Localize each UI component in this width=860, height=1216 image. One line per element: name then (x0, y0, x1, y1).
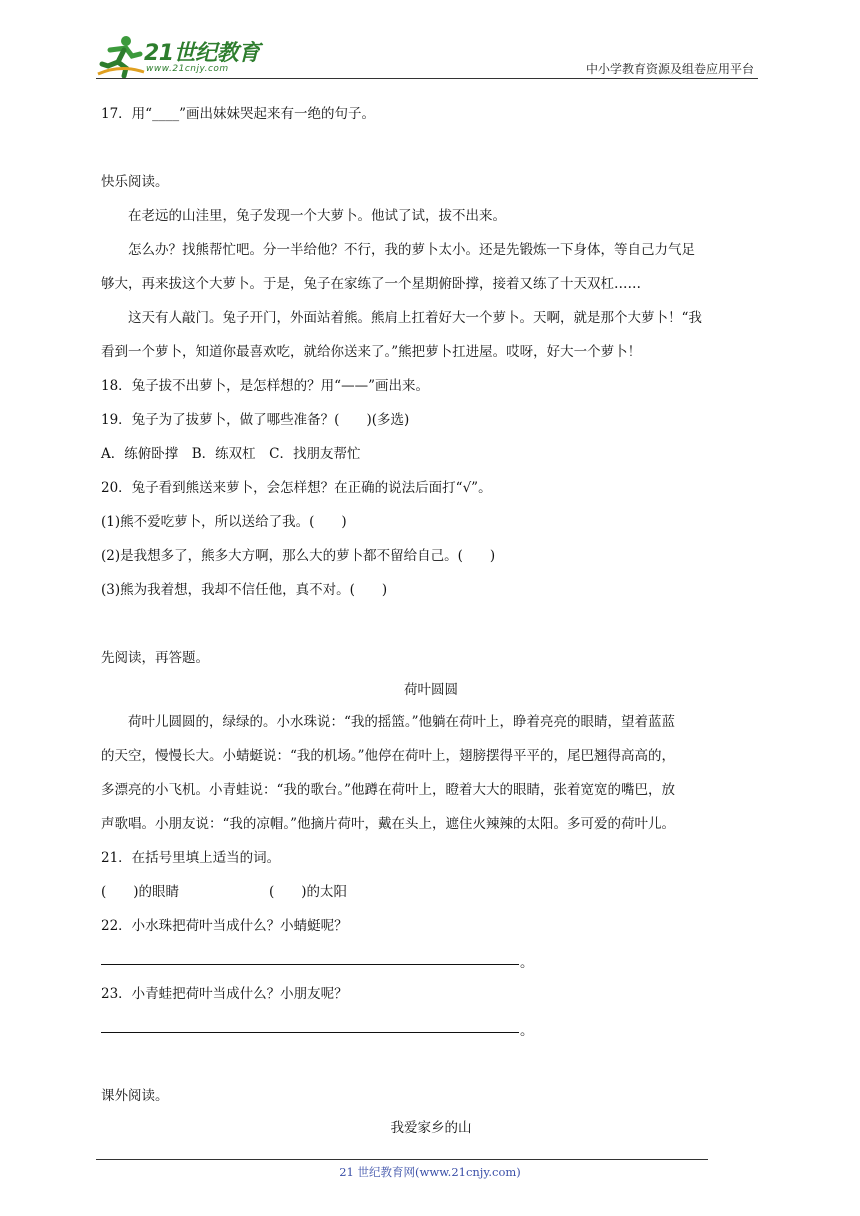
passage-paragraph-3-line-2: 看到一个萝卜，知道你最喜欢吃，就给你送来了。”熊把萝卜扛进屋。哎呀，好大一个萝卜！ (101, 344, 642, 360)
question-21-blank-eyes: ( )的眼睛 (101, 884, 180, 900)
question-20-item-2: (2)是我想多了，熊多大方啊，那么大的萝卜都不留给自己。( ) (101, 548, 496, 564)
section-title-extracurricular-reading: 课外阅读。 (101, 1088, 169, 1104)
page-header (96, 30, 758, 80)
article-line-1: 荷叶儿圆圆的，绿绿的。小水珠说：“我的摇篮。”他躺在荷叶上，睁着亮亮的眼睛，望着蓝蓝 (128, 714, 676, 730)
question-23: 23．小青蛙把荷叶当成什么？小朋友呢？ (101, 986, 348, 1002)
passage-paragraph-3-line-1: 这天有人敲门。兔子开门，外面站着熊。熊肩上扛着好大一个萝卜。天啊，就是那个大萝卜！“我 (128, 310, 702, 326)
passage-paragraph-2-line-2: 够大，再来拔这个大萝卜。于是，兔子在家练了一个星期俯卧撑，接着又练了十天双杠…… (101, 276, 641, 292)
question-19-options: A．练俯卧撑 B．练双杠 C．找朋友帮忙 (101, 446, 361, 462)
question-18: 18．兔子拔不出萝卜，是怎样想的？用“——”画出来。 (101, 378, 429, 394)
question-23-period: 。 (520, 1023, 534, 1039)
header-divider (96, 78, 758, 79)
question-21: 21．在括号里填上适当的词。 (101, 850, 281, 866)
question-22-answer-line (101, 964, 519, 965)
section-title-happy-reading: 快乐阅读。 (101, 174, 169, 190)
article-title-lotus-leaf: 荷叶圆圆 (404, 682, 458, 698)
site-logo (96, 34, 266, 78)
header-platform-text: 中小学教育资源及组卷应用平台 (585, 62, 754, 76)
question-20-item-3: (3)熊为我着想，我却不信任他，真不对。( ) (101, 582, 388, 598)
question-20-item-1: (1)熊不爱吃萝卜，所以送给了我。( ) (101, 514, 347, 530)
logo-text: 21世纪教育 (144, 41, 260, 66)
article-line-3: 多漂亮的小飞机。小青蛙说：“我的歌台。”他蹲在荷叶上，瞪着大大的眼睛，张着宽宽的嘴巴，放 (101, 782, 676, 798)
article-title-mountains: 我爱家乡的山 (390, 1120, 472, 1136)
question-19: 19．兔子为了拔萝卜，做了哪些准备？( )(多选) (101, 412, 410, 428)
question-20: 20．兔子看到熊送来萝卜，会怎样想？在正确的说法后面打“√”。 (101, 480, 492, 496)
runner-logo-icon (96, 34, 146, 78)
passage-paragraph-1: 在老远的山洼里，兔子发现一个大萝卜。他试了试，拔不出来。 (128, 208, 506, 224)
question-23-answer-line (101, 1032, 519, 1033)
footer-source: 21 世纪教育网(www.21cnjy.com) (339, 1165, 521, 1179)
section-title-read-then-answer: 先阅读，再答题。 (101, 650, 209, 666)
article-line-2: 的天空，慢慢长大。小蜻蜓说：“我的机场。”他停在荷叶上，翅膀摆得平平的，尾巴翘得高高的， (101, 748, 676, 764)
question-22-period: 。 (520, 955, 534, 971)
footer-divider (96, 1159, 708, 1160)
article-line-4: 声歌唱。小朋友说：“我的凉帽。”他摘片荷叶，戴在头上，遮住火辣辣的太阳。多可爱的荷叶儿。 (101, 816, 676, 832)
logo-url: www.21cnjy.com (146, 64, 229, 74)
question-17: 17．用“____”画出妹妹哭起来有一绝的句子。 (101, 106, 375, 122)
passage-paragraph-2-line-1: 怎么办？找熊帮忙吧。分一半给他？不行，我的萝卜太小。还是先锻炼一下身体，等自己力气足 (128, 242, 695, 258)
question-22: 22．小水珠把荷叶当成什么？小蜻蜓呢？ (101, 918, 348, 934)
question-21-blank-sun: ( )的太阳 (269, 884, 348, 900)
